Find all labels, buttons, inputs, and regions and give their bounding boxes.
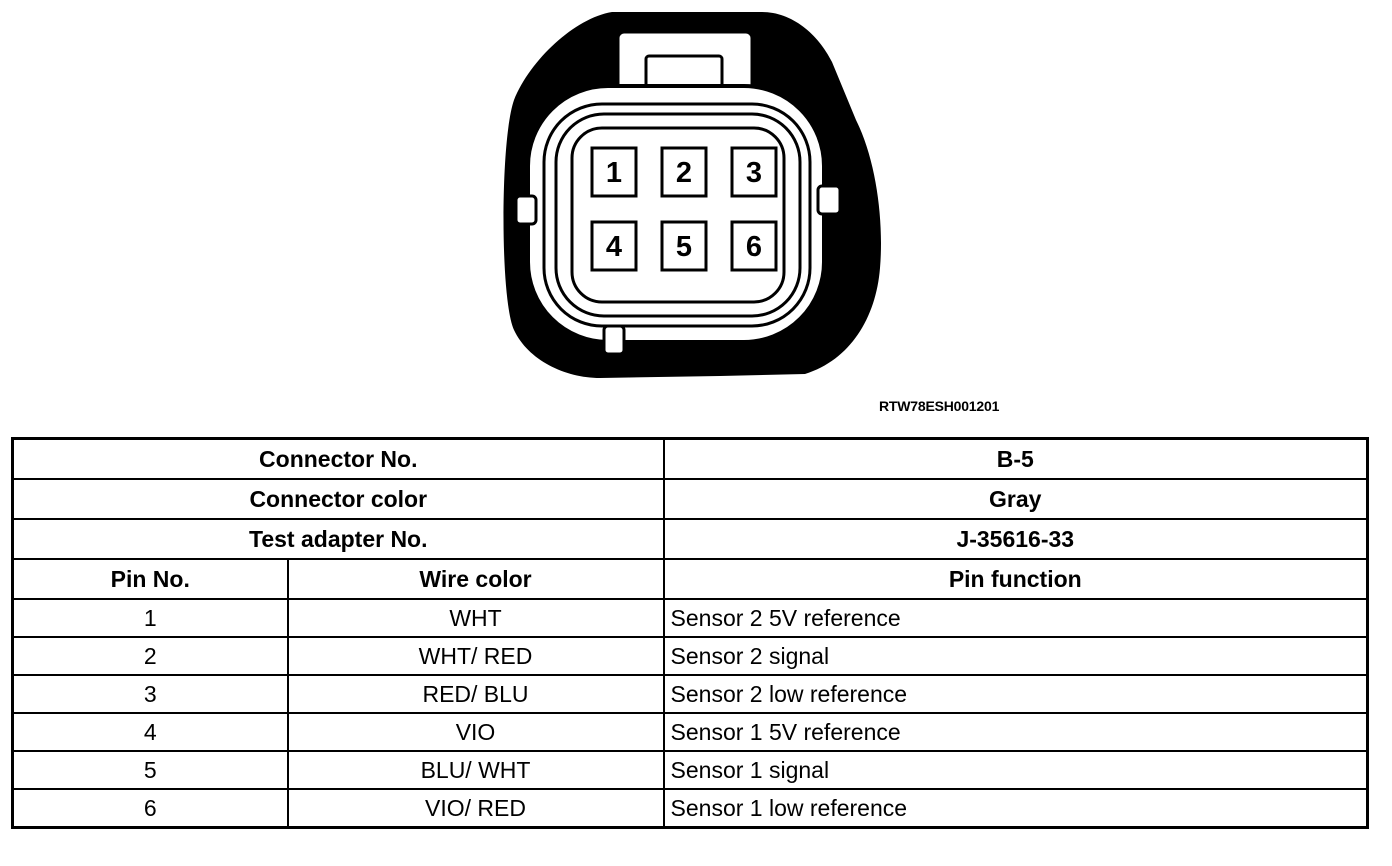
wire-color-cell: WHT/ RED	[288, 637, 664, 675]
pin-no-cell: 4	[13, 713, 288, 751]
pin-function-cell: Sensor 1 signal	[664, 751, 1368, 789]
column-header-row	[13, 559, 1368, 599]
pin-no-cell: 3	[13, 675, 288, 713]
connector-bottom-key	[604, 326, 624, 354]
pin-no-cell: 1	[13, 599, 288, 637]
wire-color-cell: VIO	[288, 713, 664, 751]
pin-no-cell: 2	[13, 637, 288, 675]
table-row	[13, 675, 1368, 713]
pin-function-cell: Sensor 2 low reference	[664, 675, 1368, 713]
pin-2-label: 2	[675, 157, 693, 189]
table-row	[13, 789, 1368, 828]
table-row	[13, 637, 1368, 675]
connector-no-row	[13, 439, 1368, 480]
pin-function-cell: Sensor 1 5V reference	[664, 713, 1368, 751]
table-row	[13, 713, 1368, 751]
pin-1-label: 1	[605, 157, 623, 189]
connector-right-rib	[818, 186, 840, 214]
connector-color-label: Connector color	[13, 479, 664, 519]
wire-color-cell: VIO/ RED	[288, 789, 664, 828]
wire-color-header: Wire color	[288, 559, 664, 599]
pin-6-label: 6	[745, 231, 763, 263]
pin-no-header: Pin No.	[13, 559, 288, 599]
connector-color-row	[13, 479, 1368, 519]
pin-no-cell: 5	[13, 751, 288, 789]
pin-function-cell: Sensor 2 signal	[664, 637, 1368, 675]
wire-color-cell: RED/ BLU	[288, 675, 664, 713]
pin-function-cell: Sensor 1 low reference	[664, 789, 1368, 828]
connector-no-value: B-5	[664, 439, 1368, 480]
wire-color-cell: BLU/ WHT	[288, 751, 664, 789]
connector-left-rib	[516, 196, 536, 224]
connector-color-value: Gray	[664, 479, 1368, 519]
table-row	[13, 599, 1368, 637]
connector-no-label: Connector No.	[13, 439, 664, 480]
pin-function-cell: Sensor 2 5V reference	[664, 599, 1368, 637]
test-adapter-value: J-35616-33	[664, 519, 1368, 559]
pin-4-label: 4	[605, 231, 623, 263]
connector-face-diagram	[0, 0, 1392, 400]
pin-5-label: 5	[675, 231, 693, 263]
pin-function-header: Pin function	[664, 559, 1368, 599]
wire-color-cell: WHT	[288, 599, 664, 637]
pin-no-cell: 6	[13, 789, 288, 828]
connector-info-table	[11, 437, 1369, 829]
test-adapter-row	[13, 519, 1368, 559]
pin-3-label: 3	[745, 157, 763, 189]
figure-code: RTW78ESH001201	[879, 398, 1000, 414]
test-adapter-label: Test adapter No.	[13, 519, 664, 559]
table-row	[13, 751, 1368, 789]
